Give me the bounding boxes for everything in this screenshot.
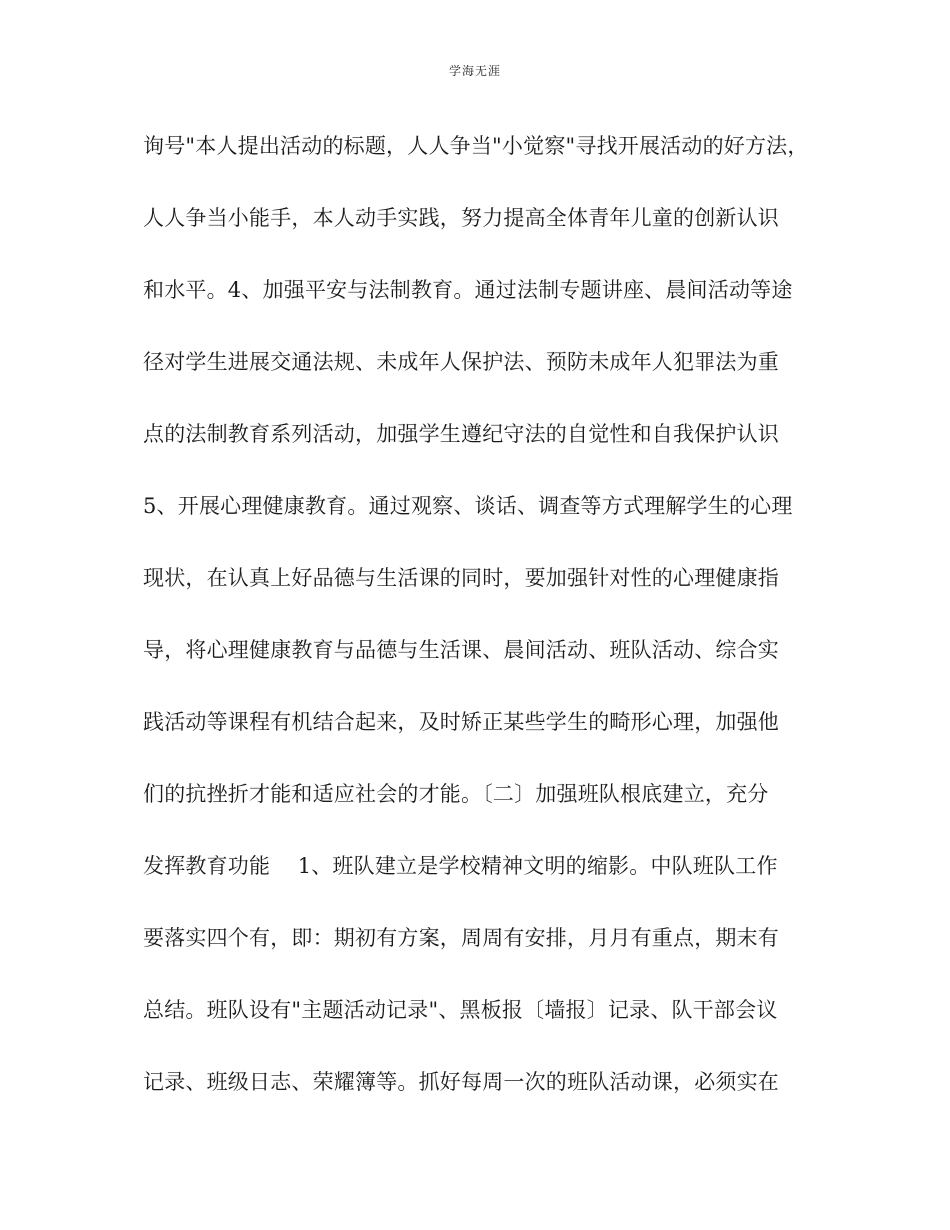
text-line: 人人争当小能手，本人动手实践，努力提高全体青年儿童的创新认识 xyxy=(143,206,779,230)
text-line: 和水平。4、加强平安与法制教育。通过法制专题讲座、晨间活动等途 xyxy=(143,278,793,302)
text-line: 点的法制教育系列活动，加强学生遵纪守法的自觉性和自我保护认识 xyxy=(143,422,779,446)
document-body xyxy=(143,124,843,1132)
text-line: 导，将心理健康教育与品德与生活课、晨间活动、班队活动、综合实 xyxy=(143,638,779,662)
text-line: 们的抗挫折才能和适应社会的才能。〔二〕加强班队根底建立，充分 xyxy=(143,782,769,806)
text-line: 记录、班级日志、荣耀簿等。抓好每周一次的班队活动课，必须实在 xyxy=(143,1070,779,1094)
text-line: 径对学生进展交通法规、未成年人保护法、预防未成年人犯罪法为重 xyxy=(143,350,779,374)
text-line: 询号"本人提出活动的标题，人人争当"小觉察"寻找开展活动的好方法， xyxy=(143,134,809,158)
text-line: 现状，在认真上好品德与生活课的同时，要加强针对性的心理健康指 xyxy=(143,566,779,590)
page-header: 学海无涯 xyxy=(448,64,501,78)
text-line: 要落实四个有，即：期初有方案，周周有安排，月月有重点，期末有 xyxy=(143,926,779,950)
text-line: 总结。班队设有"主题活动记录"、黑板报〔墙报〕记录、队干部会议 xyxy=(143,998,778,1022)
text-line: 践活动等课程有机结合起来，及时矫正某些学生的畸形心理，加强他 xyxy=(143,710,779,734)
text-line: 发挥教育功能 1、班队建立是学校精神文明的缩影。中队班队工作 xyxy=(143,854,778,878)
text-line: 5、开展心理健康教育。通过观察、谈话、调查等方式理解学生的心理 xyxy=(143,494,793,518)
